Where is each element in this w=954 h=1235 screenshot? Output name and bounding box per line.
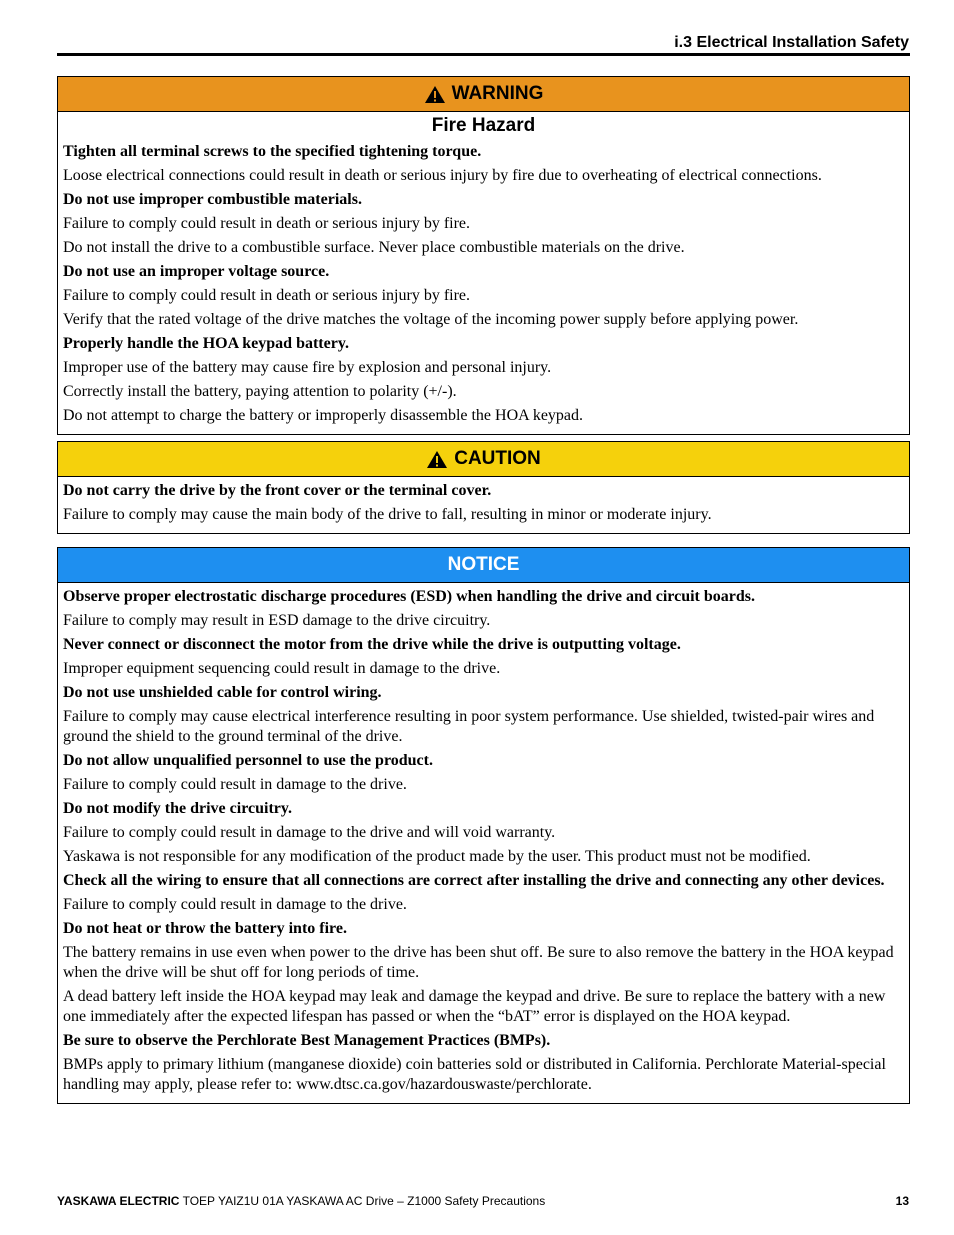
safety-consequence: Failure to comply could result in death or serious injury by fire. <box>63 287 471 304</box>
safety-directive: Do not use an improper voltage source. <box>63 263 330 280</box>
safety-consequence: Yaskawa is not responsible for any modification of the product made by the user. This product must not be modified. <box>63 848 811 865</box>
notice-box <box>57 547 910 1104</box>
safety-directive: Do not allow unqualified personnel to use the product. <box>63 752 433 769</box>
safety-consequence: A dead battery left inside the HOA keypad may leak and damage the keypad and drive. Be sure to replace the battery with a new one immediately after the expected lifespan has passed or when the “bAT” error is displayed on the HOA keypad. <box>63 988 886 1025</box>
safety-directive: Tighten all terminal screws to the specified tightening torque. <box>63 143 482 160</box>
safety-directive: Do not modify the drive circuitry. <box>63 800 293 817</box>
safety-consequence: Loose electrical connections could result in death or serious injury by fire due to overheating of electrical connections. <box>63 167 822 184</box>
warning-label: WARNING <box>451 83 544 104</box>
safety-consequence: Failure to comply could result in damage to the drive. <box>63 776 407 793</box>
safety-directive: Do not carry the drive by the front cover or the terminal cover. <box>63 482 492 499</box>
safety-consequence: Failure to comply may result in ESD damage to the drive circuitry. <box>63 612 491 629</box>
safety-directive: Never connect or disconnect the motor from the drive while the drive is outputting voltage. <box>63 636 681 653</box>
warning-content <box>58 138 909 434</box>
notice-label: NOTICE <box>447 554 520 575</box>
safety-consequence: Do not attempt to charge the battery or improperly disassemble the HOA keypad. <box>63 407 584 424</box>
safety-directive: Be sure to observe the Perchlorate Best Management Practices (BMPs). <box>63 1032 551 1049</box>
safety-consequence: Failure to comply could result in damage to the drive and will void warranty. <box>63 824 556 841</box>
safety-directive: Do not use unshielded cable for control wiring. <box>63 684 382 701</box>
safety-directive: Properly handle the HOA keypad battery. <box>63 335 349 352</box>
safety-directive: Do not use improper combustible materials. <box>63 191 362 208</box>
caution-content <box>58 477 909 533</box>
safety-consequence: Improper use of the battery may cause fire by explosion and personal injury. <box>63 359 552 376</box>
warning-triangle-icon <box>426 450 448 469</box>
safety-directive: Do not heat or throw the battery into fire. <box>63 920 347 937</box>
safety-directive: Observe proper electrostatic discharge procedures (ESD) when handling the drive and circuit boards. <box>63 588 755 605</box>
safety-consequence: Correctly install the battery, paying attention to polarity (+/-). <box>63 383 457 400</box>
header-rule <box>57 53 910 56</box>
caution-label: CAUTION <box>454 448 541 469</box>
safety-consequence: Verify that the rated voltage of the drive matches the voltage of the incoming power supply before applying power. <box>63 311 799 328</box>
safety-consequence: Failure to comply could result in death or serious injury by fire. <box>63 215 471 232</box>
safety-consequence: Improper equipment sequencing could result in damage to the drive. <box>63 660 501 677</box>
footer-doc-title: TOEP YAIZ1U 01A YASKAWA AC Drive – Z1000 Safety Precautions <box>182 1194 546 1208</box>
page-number: 13 <box>895 1194 909 1208</box>
safety-consequence: Do not install the drive to a combustible surface. Never place combustible materials on the drive. <box>63 239 685 256</box>
warning-triangle-icon <box>424 85 446 104</box>
safety-consequence: BMPs apply to primary lithium (manganese dioxide) coin batteries sold or distributed in California. Perchlorate Material-special handling may apply, please refer to: www.dtsc.ca.gov/hazardouswaste/perchlorate. <box>63 1056 886 1093</box>
safety-consequence: Failure to comply could result in damage to the drive. <box>63 896 407 913</box>
safety-consequence: The battery remains in use even when power to the drive has been shut off. Be sure to also remove the battery in the HOA keypad when the drive will be shut off for long periods of time. <box>63 944 894 981</box>
footer-brand: YASKAWA ELECTRIC <box>57 1194 180 1208</box>
section-title: i.3 Electrical Installation Safety <box>674 34 909 51</box>
safety-directive: Check all the wiring to ensure that all connections are correct after installing the drive and connecting any other devices. <box>63 872 885 889</box>
footer-doc-info <box>57 1194 545 1208</box>
safety-consequence: Failure to comply may cause electrical interference resulting in poor system performance. Use shielded, twisted-pair wires and ground the shield to the ground terminal of the drive. <box>63 708 875 745</box>
notice-content <box>58 583 909 1103</box>
caution-box <box>57 441 910 534</box>
fire-hazard-subtitle: Fire Hazard <box>431 115 536 136</box>
safety-consequence: Failure to comply may cause the main body of the drive to fall, resulting in minor or moderate injury. <box>63 506 712 523</box>
notice-band <box>58 548 909 583</box>
warning-band <box>58 77 909 112</box>
caution-band <box>58 442 909 477</box>
warning-box <box>57 76 910 435</box>
